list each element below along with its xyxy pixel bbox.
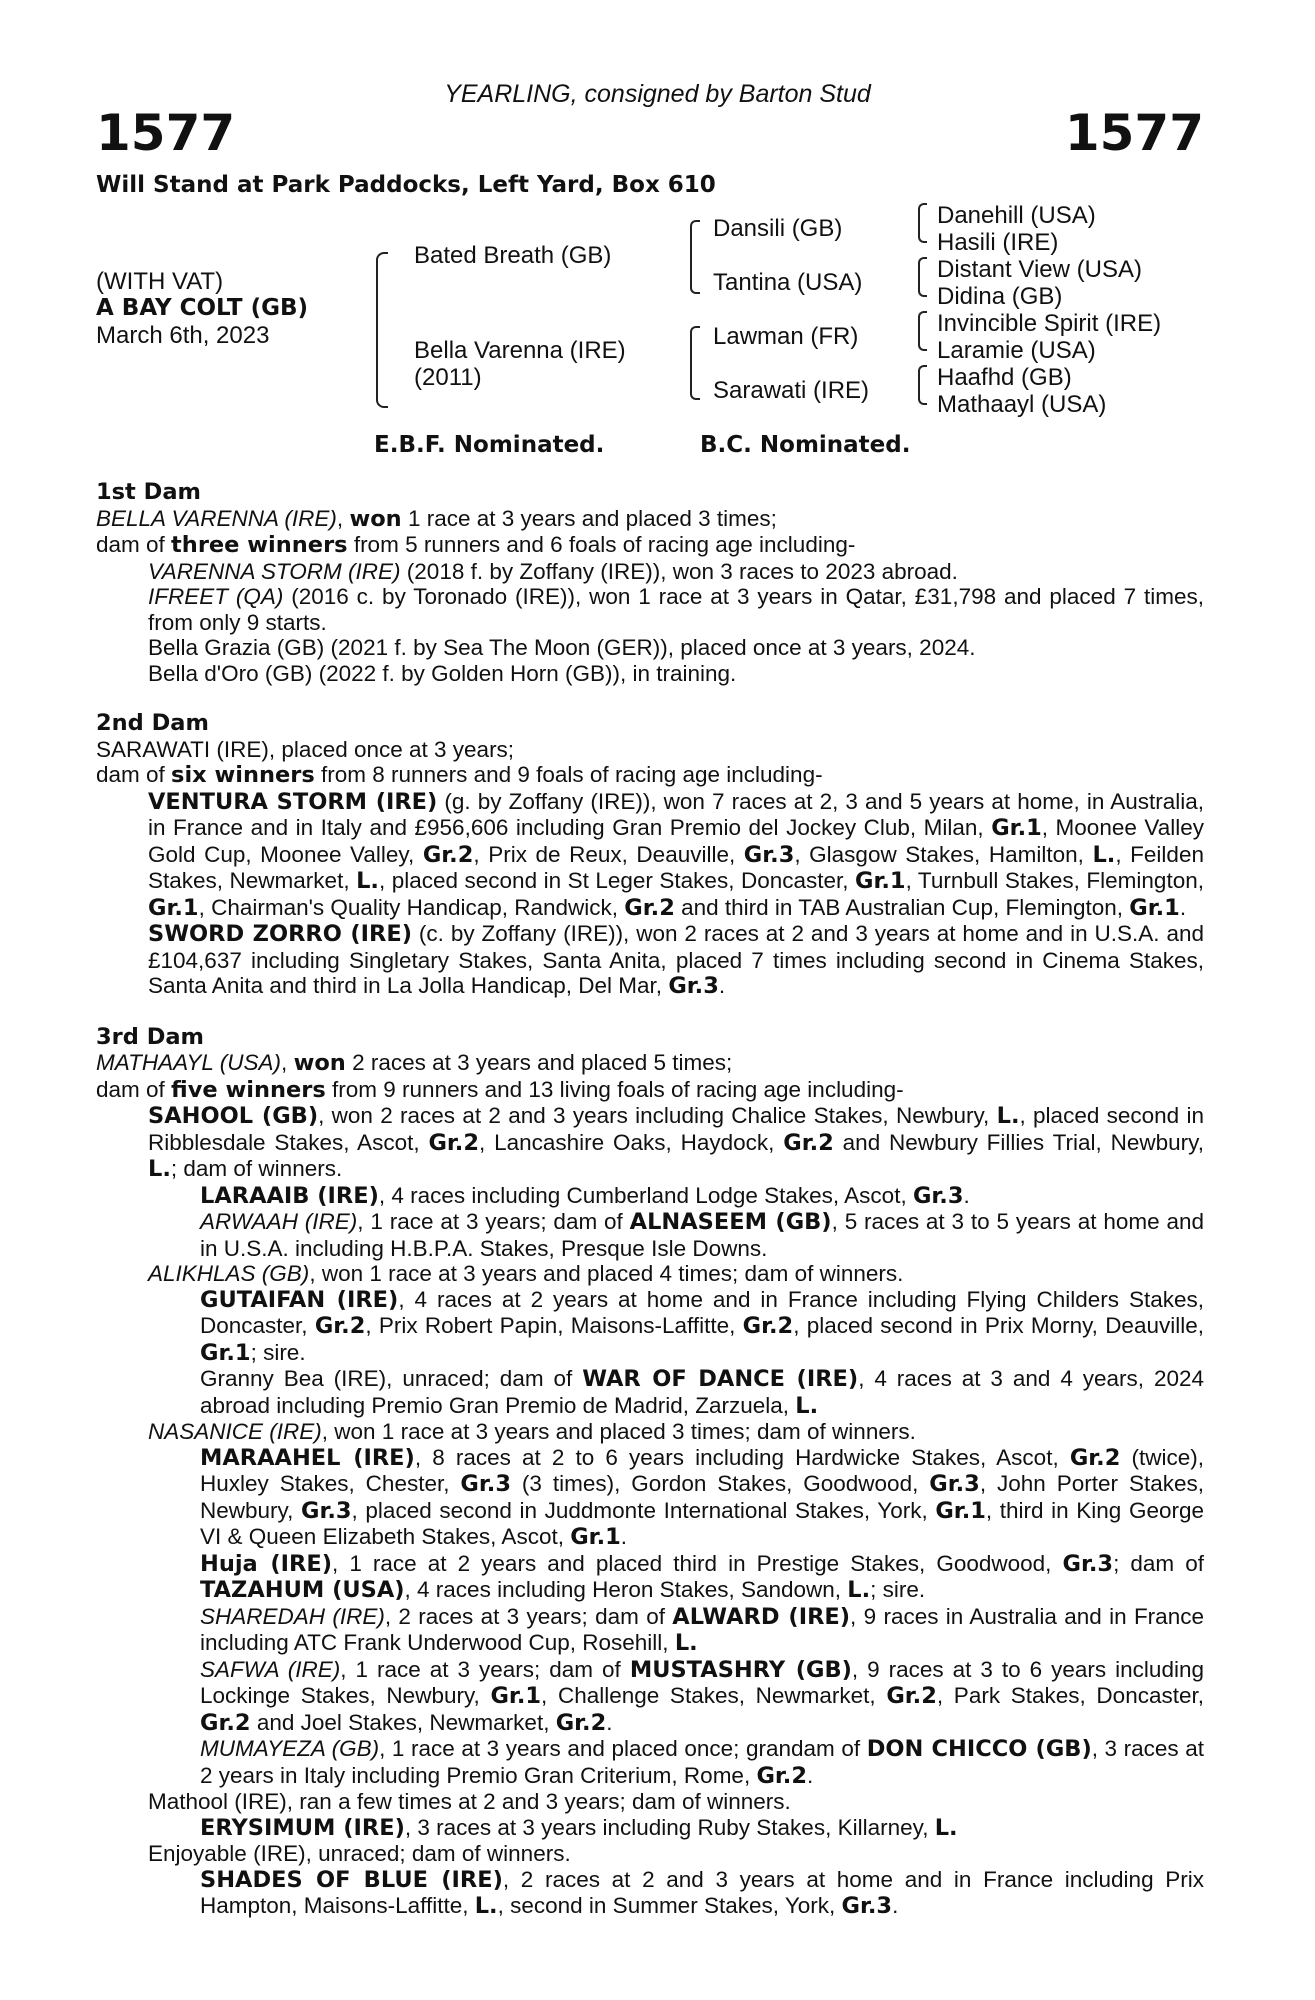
third-dam-grandoffspring: SAFWA (IRE), 1 race at 3 years; dam of MUSTASHRY (GB), 9 races at 3 to 6 years including Lockinge Stakes, Newbury, Gr.1, Challenge Stakes, Newmarket, Gr.2, Park Stakes, Doncaster, Gr.2 and Joel Stakes, Newmarket, Gr.2. <box>200 1656 1204 1736</box>
third-dam-offspring: Mathool (IRE), ran a few times at 2 and 3 years; dam of winners. <box>148 1789 791 1814</box>
second-dam-line: SARAWATI (IRE), placed once at 3 years; <box>96 736 515 762</box>
third-dam-grandoffspring: MUMAYEZA (GB), 1 race at 3 years and placed once; grandam of DON CHICCO (GB), 3 races at 2 years in Italy including Premio Gran Criterium, Rome, Gr.2. <box>200 1736 1205 1789</box>
pedigree-g4-8: Mathaayl (USA) <box>937 391 1107 418</box>
third-dam-grandoffspring: ARWAAH (IRE), 1 race at 3 years; dam of ALNASEEM (GB), 5 races at 3 to 5 years at home and in U.S.A. including H.B.P.A. Stakes, Presque Isle Downs. <box>200 1209 1204 1261</box>
pedigree-g4-1: Danehill (USA) <box>937 202 1096 229</box>
pedigree-g4-3: Distant View (USA) <box>937 256 1142 283</box>
second-dam-produce: dam of six winners from 8 runners and 9 foals of racing age including- <box>96 762 823 788</box>
third-dam-offspring: ALIKHLAS (GB), won 1 race at 3 years and placed 4 times; dam of winners. <box>148 1261 904 1286</box>
pedigree-dam-sire: Lawman (FR) <box>713 323 859 350</box>
first-dam-offspring: Bella Grazia (GB) (2021 f. by Sea The Moon (GER)), placed once at 3 years, 2024. <box>148 635 976 660</box>
pedigree-dam-year: (2011) <box>414 364 482 391</box>
third-dam-produce: dam of five winners from 9 runners and 13 living foals of racing age including- <box>96 1076 904 1103</box>
first-dam-offspring: Bella d'Oro (GB) (2022 f. by Golden Horn (GB)), in training. <box>148 660 737 686</box>
stand-location: Will Stand at Park Paddocks, Left Yard, Box 610 <box>96 172 716 198</box>
third-dam-grandoffspring: LARAAIB (IRE), 4 races including Cumberland Lodge Stakes, Ascot, Gr.3. <box>200 1182 970 1209</box>
pedigree-g4-6: Laramie (USA) <box>937 337 1096 364</box>
bc-nomination: B.C. Nominated. <box>700 432 911 458</box>
pedigree-bracket-g4 <box>918 365 927 405</box>
third-dam-line: MATHAAYL (USA), won 2 races at 3 years and placed 5 times; <box>96 1050 733 1076</box>
ebf-nomination: E.B.F. Nominated. <box>374 432 605 458</box>
pedigree-notes <box>96 480 1204 1920</box>
second-dam-offspring: SWORD ZORRO (IRE) (c. by Zoffany (IRE)), won 2 races at 2 and 3 years at home and in U.S.A. and £104,637 including Singletary Stakes, Santa Anita, placed 7 times including second in Cinema Stakes, Santa Anita and third in La Jolla Handicap, Del Mar, Gr.3. <box>148 921 1204 999</box>
vat-label: (WITH VAT) <box>96 268 224 295</box>
third-dam-grandoffspring: Huja (IRE), 1 race at 2 years and placed third in Prestige Stakes, Goodwood, Gr.3; dam of TAZAHUM (USA), 4 races including Heron Stakes, Sandown, L.; sire. <box>200 1550 1204 1603</box>
third-dam-offspring: NASANICE (IRE), won 1 race at 3 years and placed 3 times; dam of winners. <box>148 1419 916 1444</box>
second-dam-heading: 2nd Dam <box>96 710 209 736</box>
pedigree-g4-5: Invincible Spirit (IRE) <box>937 310 1162 337</box>
lot-number-left: 1577 <box>96 104 236 162</box>
pedigree-g4-4: Didina (GB) <box>937 283 1063 310</box>
first-dam-heading: 1st Dam <box>96 479 201 505</box>
third-dam-grandoffspring: Granny Bea (IRE), unraced; dam of WAR OF DANCE (IRE), 4 races at 3 and 4 years, 2024 abroad including Premio Gran Premio de Madrid, Zarzuela, L. <box>200 1366 1204 1419</box>
third-dam-offspring: Enjoyable (IRE), unraced; dam of winners. <box>148 1841 571 1866</box>
catalogue-subtitle: YEARLING, consigned by Barton Stud <box>444 80 871 108</box>
third-dam-grandoffspring: GUTAIFAN (IRE), 4 races at 2 years at home and in France including Flying Childers Stakes, Doncaster, Gr.2, Prix Robert Papin, Maisons-Laffitte, Gr.2, placed second in Prix Morny, Deauville, Gr.1; sire. <box>200 1286 1205 1366</box>
foaling-date: March 6th, 2023 <box>96 322 270 349</box>
pedigree-dam-dam: Sarawati (IRE) <box>713 377 870 404</box>
pedigree-bracket-main <box>376 252 388 408</box>
third-dam-heading: 3rd Dam <box>96 1023 204 1050</box>
lot-number-right: 1577 <box>1064 104 1204 162</box>
pedigree-bracket-g2 <box>918 257 927 297</box>
pedigree-dam: Bella Varenna (IRE) <box>414 337 626 364</box>
third-dam-grandoffspring: MARAAHEL (IRE), 8 races at 2 to 6 years including Hardwicke Stakes, Ascot, Gr.2 (twice), Huxley Stakes, Chester, Gr.3 (3 times), Gordon Stakes, Goodwood, Gr.3, John Porter Stakes, Newbury, Gr.3, placed second in Juddmonte International Stakes, York, Gr.1, third in King George VI & Queen Elizabeth Stakes, Ascot, Gr.1. <box>200 1444 1205 1550</box>
third-dam-grandoffspring: SHAREDAH (IRE), 2 races at 3 years; dam of ALWARD (IRE), 9 races in Australia and in France including ATC Frank Underwood Cup, Rosehill, L. <box>200 1603 1204 1656</box>
pedigree-g4-7: Haafhd (GB) <box>937 364 1072 391</box>
horse-name: A BAY COLT (GB) <box>96 295 309 321</box>
second-dam-offspring: VENTURA STORM (IRE) (g. by Zoffany (IRE)), won 7 races at 2, 3 and 5 years at home, in Australia, in France and in Italy and £956,606 including Gran Premio del Jockey Club, Milan, Gr.1, Moonee Valley Gold Cup, Moonee Valley, Gr.2, Prix de Reux, Deauville, Gr.3, Glasgow Stakes, Hamilton, L., Feilden Stakes, Newmarket, L., placed second in St Leger Stakes, Doncaster, Gr.1, Turnbull Stakes, Flemington, Gr.1, Chairman's Quality Handicap, Randwick, Gr.2 and third in TAB Australian Cup, Flemington, Gr.1. <box>148 788 1204 921</box>
pedigree-sire-sire: Dansili (GB) <box>713 215 843 242</box>
first-dam-line: BELLA VARENNA (IRE), won 1 race at 3 years and placed 3 times; <box>96 505 777 532</box>
pedigree-bracket-sire <box>690 220 700 294</box>
third-dam-grandoffspring: ERYSIMUM (IRE), 3 races at 3 years including Ruby Stakes, Killarney, L. <box>200 1814 958 1841</box>
first-dam-offspring: IFREET (QA) (2016 c. by Toronado (IRE)), won 1 race at 3 years in Qatar, £31,798 and placed 7 times, from only 9 starts. <box>148 584 1204 635</box>
pedigree-bracket-dam <box>690 326 700 400</box>
third-dam-grandoffspring: SHADES OF BLUE (IRE), 2 races at 2 and 3 years at home and in France including Prix Hampton, Maisons-Laffitte, L., second in Summer Stakes, York, Gr.3. <box>200 1866 1204 1919</box>
pedigree-bracket-g1 <box>918 203 927 243</box>
first-dam-offspring: VARENNA STORM (IRE) (2018 f. by Zoffany (IRE)), won 3 races to 2023 abroad. <box>148 558 958 584</box>
third-dam-offspring: SAHOOL (GB), won 2 races at 2 and 3 years including Chalice Stakes, Newbury, L., placed second in Ribblesdale Stakes, Ascot, Gr.2, Lancashire Oaks, Haydock, Gr.2 and Newbury Fillies Trial, Newbury, L.; dam of winners. <box>148 1103 1205 1182</box>
pedigree-g4-2: Hasili (IRE) <box>937 229 1059 256</box>
pedigree-sire-dam: Tantina (USA) <box>713 269 863 296</box>
pedigree-sire: Bated Breath (GB) <box>414 242 612 269</box>
pedigree-bracket-g3 <box>918 311 927 351</box>
first-dam-produce: dam of three winners from 5 runners and 6 foals of racing age including- <box>96 532 856 558</box>
